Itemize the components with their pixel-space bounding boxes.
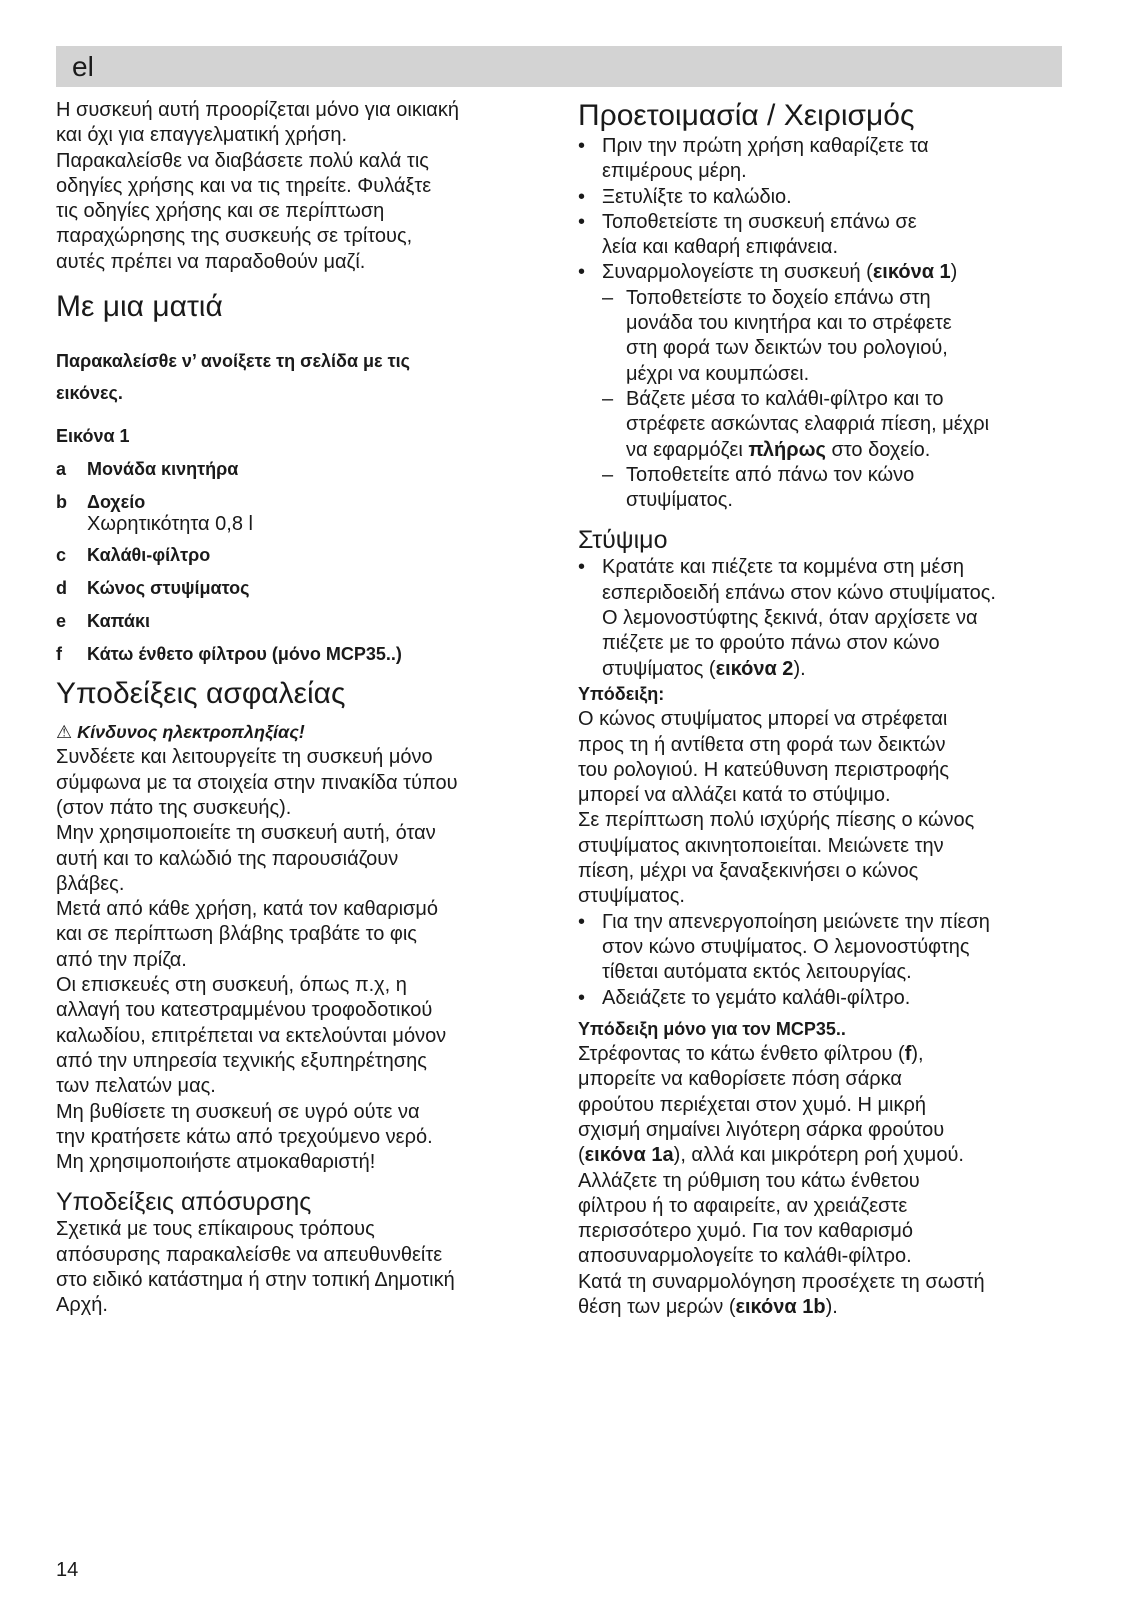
text-line: πίεση, μέχρι να ξαναξεκινήσει ο κώνος xyxy=(578,860,919,883)
text-line: τίθεται αυτόματα εκτός λειτουργίας. xyxy=(602,961,912,984)
sub-list-item xyxy=(578,387,1066,463)
list-item xyxy=(56,458,538,480)
text-line: στυψίματος ακινητοποιείται. Μειώνετε την xyxy=(578,834,944,857)
text-line: προς τη ή αντίθετα στη φορά των δεικτών xyxy=(578,733,946,756)
text-line: Αρχή. xyxy=(56,1294,108,1317)
text-line: στυψίματος. xyxy=(578,885,685,908)
sub-list-item xyxy=(578,463,1066,514)
note-label: Υπόδειξη: xyxy=(578,683,665,704)
sub-list-item xyxy=(578,286,1066,387)
text-line: Βάζετε μέσα το καλάθι-φίλτρο και το xyxy=(626,387,944,410)
list-item xyxy=(578,910,1066,986)
text-line: αυτή και το καλώδιό της παρουσιάζουν xyxy=(56,847,399,870)
right-column xyxy=(578,98,1066,1320)
list-item xyxy=(578,260,1066,285)
text-fragment: ) xyxy=(950,261,958,284)
list-item xyxy=(578,555,1066,681)
text-line: Πριν την πρώτη χρήση καθαρίζετε τα xyxy=(602,135,929,157)
preparation-list xyxy=(578,134,1066,513)
text-line: καλωδίου, επιτρέπεται να εκτελούνται μόνον xyxy=(56,1024,447,1047)
text-line: Παρακαλείσθε ν’ ανοίξετε τη σελίδα με τις xyxy=(56,351,410,372)
text-line: οδηγίες χρήσης και να τις τηρείτε. Φυλάξτε xyxy=(56,174,432,197)
text-line: φρούτου περιέχεται στον χυμό. Η μικρή xyxy=(578,1093,926,1116)
language-header-bar xyxy=(56,46,1062,87)
left-column xyxy=(56,98,538,1319)
part-letter: a xyxy=(56,459,67,480)
text-fragment: ). xyxy=(825,1296,838,1319)
text-line: (στον πάτο της συσκευής). xyxy=(56,796,292,819)
text-line: και σε περίπτωση βλάβης τραβάτε το φις xyxy=(56,923,417,946)
list-item: • Αδειάζετε το γεμάτο καλάθι-φίλτρο. xyxy=(578,986,1066,1011)
text-line: Οι επισκευές στη συσκευή, όπως π.χ, η xyxy=(56,974,407,997)
overview-intro xyxy=(56,345,538,409)
part-name: Καλάθι-φίλτρο xyxy=(87,545,211,566)
danger-label: Κίνδυνος ηλεκτροπληξίας! xyxy=(77,722,305,743)
text-line: από την πρίζα. xyxy=(56,948,187,971)
text-line: Παρακαλείσθε να διαβάσετε πολύ καλά τις xyxy=(56,149,429,172)
figure-reference: εικόνα 1a xyxy=(584,1144,674,1167)
text-line: από την υπηρεσία τεχνικής εξυπηρέτησης xyxy=(56,1049,427,1072)
text-line: πιέζετε με το φρούτο πάνω στον κώνο xyxy=(602,632,940,655)
text-line: Τοποθετείτε από πάνω τον κώνο xyxy=(626,463,915,486)
text-line: σύμφωνα με τα στοιχεία στην πινακίδα τύπου xyxy=(56,771,458,794)
text-line: Τοποθετείστε τη συσκευή επάνω σε xyxy=(602,210,917,233)
list-item xyxy=(56,643,538,665)
text-line: στο ειδικό κατάστημα ή στην τοπική Δημοτική xyxy=(56,1269,455,1292)
text-line: Ο λεμονοστύφτης ξεκινά, όταν αρχίσετε να xyxy=(602,607,978,630)
disposal-paragraph xyxy=(56,1217,538,1318)
mcp35-note-label: Υπόδειξη μόνο για τον MCP35.. xyxy=(578,1018,846,1039)
text-line: μέχρι να κουμπώσει. xyxy=(626,362,810,385)
text-line: αποσυναρμολογείτε το καλάθι-φίλτρο. xyxy=(578,1245,912,1268)
list-item xyxy=(56,577,538,599)
text-line: μονάδα του κινητήρα και το στρέφετε xyxy=(626,312,952,335)
figure-reference: εικόνα 2 xyxy=(715,657,794,680)
list-item xyxy=(56,610,538,632)
section-title-disposal: Υποδείξεις απόσυρσης xyxy=(56,1188,312,1217)
text-line xyxy=(578,1295,1066,1320)
text-line: Ο κώνος στυψίματος μπορεί να στρέφεται xyxy=(578,708,948,731)
text-fragment: Συναρμολογείστε τη συσκευή ( xyxy=(602,261,873,284)
part-letter: e xyxy=(56,611,67,632)
text-line xyxy=(578,1042,1066,1067)
section-title-overview: Με μια ματιά xyxy=(56,290,223,324)
text-line: Συνδέετε και λειτουργείτε τη συσκευή μόνο xyxy=(56,746,433,769)
warning-triangle-icon: ⚠ xyxy=(56,722,73,743)
mcp35-note xyxy=(578,1017,1066,1321)
text-line: Κατά τη συναρμολόγηση προσέχετε τη σωστή xyxy=(578,1270,985,1293)
text-line: λεία και καθαρή επιφάνεια. xyxy=(602,236,839,259)
part-letter: b xyxy=(56,492,67,513)
text-line: και όχι για επαγγελματική χρήση. xyxy=(56,124,348,147)
list-item xyxy=(578,210,1066,261)
section-title-preparation: Προετοιμασία / Χειρισμός xyxy=(578,99,915,132)
text-line: στον κώνο στυψίματος. Ο λεμονοστύφτης xyxy=(602,935,970,958)
safety-section xyxy=(56,720,538,1175)
text-line: στρέφετε ασκώντας ελαφριά πίεση, μέχρι xyxy=(626,413,990,436)
text-line: αλλαγή του κατεστραμμένου τροφοδοτικού xyxy=(56,999,433,1022)
list-item xyxy=(578,134,1066,185)
part-name: Δοχείο xyxy=(87,492,146,513)
text-line: Μη βυθίσετε τη συσκευή σε υγρό ούτε να xyxy=(56,1100,420,1123)
text-line: εικόνες. xyxy=(56,383,123,404)
text-line: σχισμή σημαίνει λιγότερη σάρκα φρούτου xyxy=(578,1118,945,1141)
intro-paragraph xyxy=(56,98,538,275)
text-line: περισσότερο χυμό. Για τον καθαρισμό xyxy=(578,1220,913,1243)
part-letter: d xyxy=(56,578,67,599)
list-item xyxy=(56,491,538,535)
text-fragment: στο δοχείο. xyxy=(825,438,931,461)
text-line: Μετά από κάθε χρήση, κατά τον καθαρισμό xyxy=(56,898,439,921)
text-line: Μη χρησιμοποιήστε ατμοκαθαριστή! xyxy=(56,1151,376,1174)
text-line: Τοποθετείστε το δοχείο επάνω στη xyxy=(626,286,931,309)
part-name: Μονάδα κινητήρα xyxy=(87,459,239,480)
emphasis-text: πλήρως xyxy=(748,438,826,461)
text-line: Κρατάτε και πιέζετε τα κομμένα στη μέση xyxy=(602,556,964,579)
part-name: Κάτω ένθετο φίλτρου (μόνο MCP35..) xyxy=(87,644,402,665)
language-code: el xyxy=(72,51,94,82)
text-line xyxy=(578,1143,1066,1168)
text-line: αυτές πρέπει να παραδοθούν μαζί. xyxy=(56,250,366,273)
text-line: μπορεί να αλλάζει κατά το στύψιμο. xyxy=(578,784,891,807)
text-line: στη φορά των δεικτών του ρολογιού, xyxy=(626,337,948,360)
part-letter: f xyxy=(56,644,62,665)
text-line: φίλτρου ή το αφαιρείτε, αν χρειάζεστε xyxy=(578,1194,908,1217)
text-line: Η συσκευή αυτή προορίζεται μόνο για οικιακή xyxy=(56,99,459,121)
text-line: την κρατήσετε κάτω από τρεχούμενο νερό. xyxy=(56,1125,433,1148)
section-title-safety: Υποδείξεις ασφαλείας xyxy=(56,677,346,711)
danger-warning xyxy=(56,720,538,745)
figure-reference: εικόνα 1b xyxy=(735,1296,826,1319)
text-line: των πελατών μας. xyxy=(56,1075,216,1098)
page-number: 14 xyxy=(56,1559,79,1581)
capacity-text: Χωρητικότητα 0,8 l xyxy=(87,513,253,536)
text-line: απόσυρσης παρακαλείσθε να απευθυνθείτε xyxy=(56,1243,443,1266)
text-fragment: ), αλλά και μικρότερη ροή χυμού. xyxy=(673,1144,964,1167)
text-fragment: θέση των μερών ( xyxy=(578,1296,736,1319)
text-line: Μην χρησιμοποιείτε τη συσκευή αυτή, όταν xyxy=(56,822,436,845)
section-title-juicing: Στύψιμο xyxy=(578,526,668,555)
text-line: παραχώρησης της συσκευής σε τρίτους, xyxy=(56,225,413,248)
text-line: επιμέρους μέρη. xyxy=(602,160,747,183)
text-line: του ρολογιού. Η κατεύθυνση περιστροφής xyxy=(578,758,949,781)
list-item: • Ξετυλίξτε το καλώδιο. xyxy=(578,185,1066,210)
text-line: στυψίματος. xyxy=(626,489,733,512)
text-line: τις οδηγίες χρήσης και σε περίπτωση xyxy=(56,200,385,223)
text-fragment: ), xyxy=(911,1043,924,1066)
text-line: Για την απενεργοποίηση μειώνετε την πίεση xyxy=(602,910,990,933)
text-fragment: να εφαρμόζει xyxy=(626,438,749,461)
text-line: βλάβες. xyxy=(56,872,125,895)
figure-reference: εικόνα 1 xyxy=(872,261,951,284)
part-letter: c xyxy=(56,545,67,566)
text-fragment: ( xyxy=(578,1144,585,1167)
juicing-section xyxy=(578,555,1066,1010)
text-line: Σχετικά με τους επίκαιρους τρόπους xyxy=(56,1218,375,1241)
list-item xyxy=(56,544,538,566)
text-fragment: στυψίματος ( xyxy=(602,657,716,680)
text-fragment: Στρέφοντας το κάτω ένθετο φίλτρου ( xyxy=(578,1043,905,1066)
part-name: Καπάκι xyxy=(87,611,151,632)
text-line: Σε περίπτωση πολύ ισχύρής πίεσης ο κώνος xyxy=(578,809,975,832)
figure-label: Εικόνα 1 xyxy=(56,426,130,447)
text-line: εσπεριδοειδή επάνω στον κώνο στυψίματος. xyxy=(602,581,996,604)
parts-list xyxy=(56,425,538,665)
text-line: Αλλάζετε τη ρύθμιση του κάτω ένθετου xyxy=(578,1169,920,1192)
text-fragment: ). xyxy=(793,657,806,680)
text-line: μπορείτε να καθορίσετε πόση σάρκα xyxy=(578,1068,902,1091)
part-reference: f xyxy=(904,1043,912,1066)
part-name: Κώνος στυψίματος xyxy=(87,578,250,599)
